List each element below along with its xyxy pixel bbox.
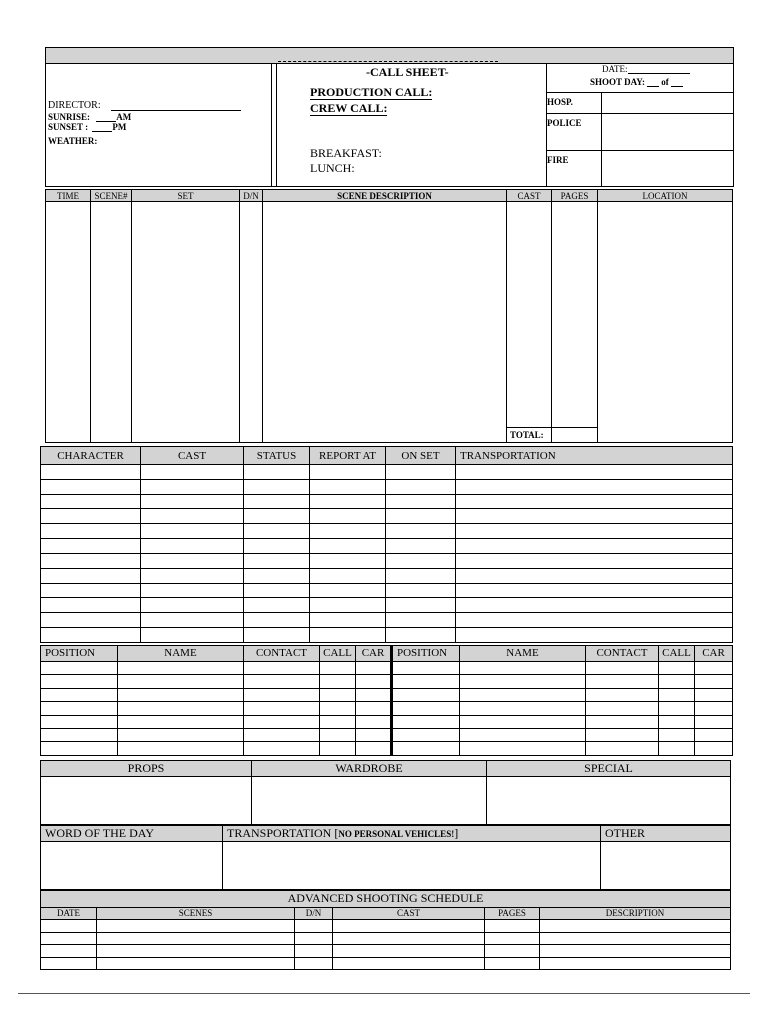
cast-cell[interactable] [141,509,244,524]
advanced-cell[interactable] [97,957,295,970]
crew-cell[interactable] [244,661,320,674]
cast-cell[interactable] [141,539,244,554]
cast-cell[interactable] [456,509,733,524]
scenes-header-cast: CAST [507,190,552,202]
cast-cell[interactable] [386,568,456,583]
cast-cell[interactable] [141,598,244,613]
date-label [602,64,690,74]
advanced-cell[interactable] [333,932,485,944]
sunset-unit: PM [112,122,127,132]
crew-cell[interactable] [460,728,586,741]
cast-cell[interactable] [244,524,310,539]
cast-cell[interactable] [386,583,456,598]
crew-cell[interactable] [586,661,659,674]
crew-cell[interactable] [659,688,695,701]
crew-cell[interactable] [356,715,392,728]
sunrise-text: SUNRISE: [48,112,91,122]
crew-cell[interactable] [695,661,733,674]
cast-cell[interactable] [310,598,386,613]
crew-cell[interactable] [320,688,356,701]
crew-cell[interactable] [244,715,320,728]
advanced-row [41,945,731,957]
crew-cell[interactable] [244,728,320,741]
cast-row [41,494,733,509]
crew-cell[interactable] [41,715,118,728]
cast-cell[interactable] [456,479,733,494]
cast-cell[interactable] [41,494,141,509]
props-area[interactable] [41,777,252,825]
cast-header-cast: CAST [141,447,244,465]
crew-cell[interactable] [118,742,244,756]
advanced-cell[interactable] [295,945,333,957]
crew-cell[interactable] [460,742,586,756]
crew-cell[interactable] [659,702,695,715]
advanced-cell[interactable] [41,932,97,944]
cast-header-onset: ON SET [386,447,456,465]
advanced-cell[interactable] [97,932,295,944]
title-rule [278,61,498,62]
scenes-header-dn: D/N [240,190,263,202]
crew-row [41,728,733,741]
advanced-title: ADVANCED SHOOTING SCHEDULE [41,891,731,908]
crew-cell[interactable] [356,661,392,674]
cast-header-character: CHARACTER [41,447,141,465]
departments-table [40,760,731,825]
cast-row [41,568,733,583]
misc-table [40,825,731,890]
cast-cell[interactable] [141,494,244,509]
advanced-cell[interactable] [333,945,485,957]
advanced-row [41,957,731,970]
cast-table-body [41,447,733,643]
cast-cell[interactable] [41,465,141,480]
crew-cell[interactable] [320,715,356,728]
sunset-text: SUNSET : [48,122,89,132]
date-text: DATE: [602,64,628,74]
crew-cell[interactable] [695,702,733,715]
word-of-day-area[interactable] [41,842,223,890]
cast-row [41,524,733,539]
advanced-cell[interactable] [97,945,295,957]
crew-cell[interactable] [41,688,118,701]
sunset-field[interactable] [92,131,112,132]
advanced-cell[interactable] [540,920,731,932]
scenes-cell-set[interactable] [132,202,240,443]
cast-cell[interactable] [141,628,244,643]
crew-header-car-1: CAR [356,646,392,662]
advanced-table-body [41,891,731,970]
crew-cell[interactable] [118,715,244,728]
director-field[interactable] [111,110,241,111]
cast-cell[interactable] [456,583,733,598]
crew-call-label: CREW CALL: [310,101,388,115]
cast-cell[interactable] [456,628,733,643]
crew-header-contact-1: CONTACT [244,646,320,662]
crew-table-body [41,646,733,756]
crew-cell[interactable] [356,688,392,701]
cast-row [41,583,733,598]
other-area[interactable] [601,842,731,890]
cast-row [41,479,733,494]
crew-cell[interactable] [118,702,244,715]
cast-cell[interactable] [244,465,310,480]
crew-cell[interactable] [392,728,460,741]
crew-cell[interactable] [586,675,659,688]
crew-header-call-2: CALL [659,646,695,662]
crew-cell[interactable] [356,675,392,688]
scenes-cell-scene[interactable] [91,202,132,443]
crew-cell[interactable] [41,702,118,715]
props-header: PROPS [41,761,252,777]
breakfast-label: BREAKFAST: [310,146,382,160]
shoot-day-total-field[interactable] [671,86,683,87]
crew-row [41,675,733,688]
cast-cell[interactable] [310,465,386,480]
cast-header-status: STATUS [244,447,310,465]
cast-cell[interactable] [310,524,386,539]
crew-header-name-1: NAME [118,646,244,662]
crew-cell[interactable] [695,742,733,756]
crew-cell[interactable] [244,675,320,688]
advanced-cell[interactable] [295,932,333,944]
cast-cell[interactable] [41,598,141,613]
crew-cell[interactable] [118,675,244,688]
crew-cell[interactable] [118,688,244,701]
cast-table [40,446,733,643]
cast-row [41,539,733,554]
scenes-header-location: LOCATION [598,190,733,202]
advanced-cell[interactable] [41,920,97,932]
crew-cell[interactable] [695,688,733,701]
transportation-note: NO PERSONAL VEHICLES! [338,829,455,839]
cast-cell[interactable] [141,524,244,539]
header-right-line-3 [546,150,734,151]
cast-cell[interactable] [456,553,733,568]
lunch-label: LUNCH: [310,161,355,175]
crew-table [40,645,733,756]
cast-cell[interactable] [310,494,386,509]
cast-cell[interactable] [456,539,733,554]
cast-cell[interactable] [386,553,456,568]
crew-cell[interactable] [356,728,392,741]
advanced-row [41,932,731,944]
crew-cell[interactable] [392,688,460,701]
cast-header-report: REPORT AT [310,447,386,465]
crew-cell[interactable] [392,675,460,688]
advanced-header-pages: PAGES [485,907,540,919]
cast-cell[interactable] [244,494,310,509]
sunrise-unit: AM [116,112,132,122]
cast-cell[interactable] [41,568,141,583]
cast-cell[interactable] [310,479,386,494]
advanced-header-scenes: SCENES [97,907,295,919]
shoot-day-text: SHOOT DAY: [590,77,645,87]
header-right-line-2 [546,113,734,114]
crew-cell[interactable] [392,702,460,715]
cast-cell[interactable] [244,479,310,494]
cast-cell[interactable] [386,539,456,554]
sunrise-label [48,112,131,122]
cast-row [41,628,733,643]
transportation-area[interactable] [223,842,601,890]
crew-cell[interactable] [41,728,118,741]
crew-cell[interactable] [41,661,118,674]
word-of-day-header: WORD OF THE DAY [41,826,223,842]
crew-cell[interactable] [118,728,244,741]
cast-cell[interactable] [244,598,310,613]
scenes-cell-pages[interactable] [552,202,598,428]
crew-cell[interactable] [392,715,460,728]
cast-row [41,613,733,628]
crew-cell[interactable] [586,702,659,715]
crew-cell[interactable] [244,702,320,715]
special-area[interactable] [487,777,731,825]
shoot-day-field[interactable] [647,86,659,87]
crew-header-position-1: POSITION [41,646,118,662]
cast-cell[interactable] [310,568,386,583]
cast-cell[interactable] [310,553,386,568]
shoot-day-of: of [661,77,669,87]
cast-cell[interactable] [456,613,733,628]
cast-cell[interactable] [244,553,310,568]
scenes-cell-description[interactable] [263,202,507,443]
weather-label: WEATHER: [48,136,98,146]
crew-cell[interactable] [320,675,356,688]
scenes-header-scene: SCENE# [91,190,132,202]
scenes-cell-dn[interactable] [240,202,263,443]
advanced-row [41,920,731,932]
cast-cell[interactable] [41,583,141,598]
crew-cell[interactable] [695,715,733,728]
cast-cell[interactable] [41,628,141,643]
crew-row [41,702,733,715]
cast-cell[interactable] [141,465,244,480]
crew-row [41,688,733,701]
crew-cell[interactable] [460,702,586,715]
crew-cell[interactable] [659,661,695,674]
cast-cell[interactable] [244,568,310,583]
crew-cell[interactable] [695,728,733,741]
crew-cell[interactable] [586,742,659,756]
shoot-day-label [590,77,683,87]
date-field[interactable] [628,73,690,74]
cast-cell[interactable] [456,524,733,539]
cast-row [41,509,733,524]
crew-cell[interactable] [460,688,586,701]
hosp-label: HOSP. [547,97,573,107]
cast-cell[interactable] [310,613,386,628]
advanced-cell[interactable] [540,957,731,970]
header-divider-left [271,63,272,187]
scenes-header-time: TIME [46,190,91,202]
cast-cell[interactable] [244,583,310,598]
cast-cell[interactable] [41,524,141,539]
call-sheet-title: -CALL SHEET- [366,65,449,79]
page-bottom-rule [18,993,750,994]
advanced-cell[interactable] [41,945,97,957]
advanced-schedule-table [40,890,731,970]
crew-row [41,661,733,674]
cast-cell[interactable] [386,479,456,494]
advanced-cell[interactable] [540,932,731,944]
crew-cell[interactable] [320,702,356,715]
advanced-cell[interactable] [485,932,540,944]
cast-cell[interactable] [386,628,456,643]
fire-label: FIRE [547,155,569,165]
cast-cell[interactable] [244,539,310,554]
advanced-cell[interactable] [485,920,540,932]
crew-cell[interactable] [320,661,356,674]
advanced-cell[interactable] [540,945,731,957]
cast-cell[interactable] [310,583,386,598]
header-divider-mid [276,63,277,187]
crew-cell[interactable] [244,742,320,756]
header-right-inner [601,92,602,187]
cast-cell[interactable] [310,628,386,643]
production-call-label: PRODUCTION CALL: [310,85,433,99]
crew-cell[interactable] [392,661,460,674]
crew-header-contact-2: CONTACT [586,646,659,662]
cast-cell[interactable] [386,509,456,524]
crew-cell[interactable] [586,728,659,741]
crew-cell[interactable] [244,688,320,701]
cast-cell[interactable] [141,613,244,628]
scenes-table [45,189,733,443]
special-header: SPECIAL [487,761,731,777]
advanced-cell[interactable] [295,957,333,970]
cast-cell[interactable] [41,479,141,494]
crew-cell[interactable] [41,742,118,756]
advanced-cell[interactable] [41,957,97,970]
crew-header-position-2: POSITION [392,646,460,662]
crew-cell[interactable] [320,742,356,756]
crew-cell[interactable] [460,715,586,728]
advanced-cell[interactable] [485,957,540,970]
crew-cell[interactable] [659,742,695,756]
director-label [48,101,241,111]
cast-cell[interactable] [141,553,244,568]
transportation-text: TRANSPORTATION [ [227,826,339,840]
cast-cell[interactable] [41,539,141,554]
cast-cell[interactable] [310,539,386,554]
cast-cell[interactable] [41,613,141,628]
advanced-cell[interactable] [295,920,333,932]
scenes-header-set: SET [132,190,240,202]
crew-header-car-2: CAR [695,646,733,662]
transportation-end: ] [454,826,459,840]
cast-cell[interactable] [141,568,244,583]
advanced-cell[interactable] [333,957,485,970]
cast-cell[interactable] [244,628,310,643]
wardrobe-header: WARDROBE [252,761,487,777]
crew-cell[interactable] [356,702,392,715]
cast-cell[interactable] [310,509,386,524]
crew-cell[interactable] [586,688,659,701]
transportation-header [223,826,601,842]
cast-cell[interactable] [456,568,733,583]
other-header: OTHER [601,826,731,842]
cast-cell[interactable] [244,509,310,524]
scenes-cell-time[interactable] [46,202,91,443]
scenes-total-label: TOTAL: [507,427,552,442]
crew-cell[interactable] [460,675,586,688]
cast-cell[interactable] [244,613,310,628]
cast-cell[interactable] [386,465,456,480]
cast-cell[interactable] [386,598,456,613]
crew-cell[interactable] [356,742,392,756]
advanced-header-dn: D/N [295,907,333,919]
advanced-header-date: DATE [41,907,97,919]
advanced-header-cast: CAST [333,907,485,919]
crew-row [41,715,733,728]
advanced-cell[interactable] [333,920,485,932]
sunset-label [48,122,126,132]
cast-cell[interactable] [386,494,456,509]
cast-cell[interactable] [386,613,456,628]
cast-header-transport: TRANSPORTATION [456,447,733,465]
cast-cell[interactable] [456,465,733,480]
scenes-header-pages: PAGES [552,190,598,202]
advanced-header-description: DESCRIPTION [540,907,731,919]
crew-cell[interactable] [392,742,460,756]
director-text: DIRECTOR: [48,100,101,111]
scenes-cell-cast[interactable] [507,202,552,428]
scenes-header-description: SCENE DESCRIPTION [263,190,507,202]
scenes-total-pages[interactable] [552,427,598,442]
crew-cell[interactable] [41,675,118,688]
crew-cell[interactable] [695,675,733,688]
scenes-cell-location[interactable] [598,202,733,443]
crew-header-call-1: CALL [320,646,356,662]
crew-cell[interactable] [586,715,659,728]
cast-cell[interactable] [456,598,733,613]
header-right-line-1 [546,92,734,93]
crew-cell[interactable] [118,661,244,674]
crew-cell[interactable] [659,728,695,741]
cast-cell[interactable] [456,494,733,509]
advanced-cell[interactable] [485,945,540,957]
crew-row [41,742,733,756]
cast-row [41,598,733,613]
crew-cell[interactable] [460,661,586,674]
cast-cell[interactable] [141,479,244,494]
crew-header-name-2: NAME [460,646,586,662]
crew-cell[interactable] [659,675,695,688]
cast-cell[interactable] [41,553,141,568]
cast-row [41,465,733,480]
cast-cell[interactable] [41,509,141,524]
cast-cell[interactable] [386,524,456,539]
cast-row [41,553,733,568]
police-label: POLICE [547,118,582,128]
advanced-cell[interactable] [97,920,295,932]
crew-cell[interactable] [659,715,695,728]
wardrobe-area[interactable] [252,777,487,825]
cast-cell[interactable] [141,583,244,598]
crew-cell[interactable] [320,728,356,741]
